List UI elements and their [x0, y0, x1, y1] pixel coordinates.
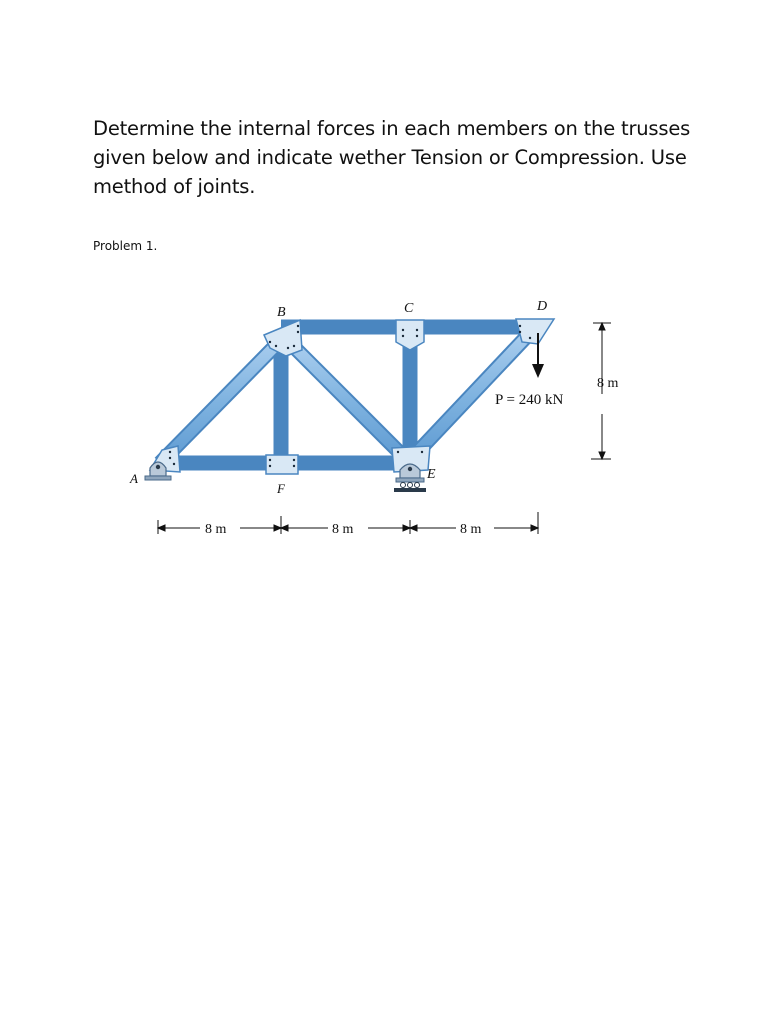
joint-label-E: E	[427, 467, 436, 482]
span-label-1: 8 m	[205, 522, 227, 537]
height-dimension-label: 8 m	[597, 376, 619, 391]
span-label-3: 8 m	[460, 522, 482, 537]
joint-label-A: A	[130, 471, 138, 486]
joint-label-C: C	[404, 301, 414, 316]
joint-label-D: D	[537, 299, 548, 314]
gusset-C	[396, 320, 424, 350]
load-label: P = 240 kN	[495, 392, 564, 408]
gusset-D	[516, 319, 554, 344]
question-text: Determine the internal forces in each members on the trusses given below and indicate wether Tension or Compression. Use method of joints.	[93, 117, 691, 198]
joint-label-B: B	[277, 305, 286, 320]
problem-label: Problem 1.	[93, 239, 158, 253]
truss-members	[160, 327, 538, 463]
span-label-2: 8 m	[332, 522, 354, 537]
height-dimension	[591, 323, 611, 459]
gusset-F	[266, 455, 298, 474]
joint-label-F: F	[277, 481, 285, 496]
